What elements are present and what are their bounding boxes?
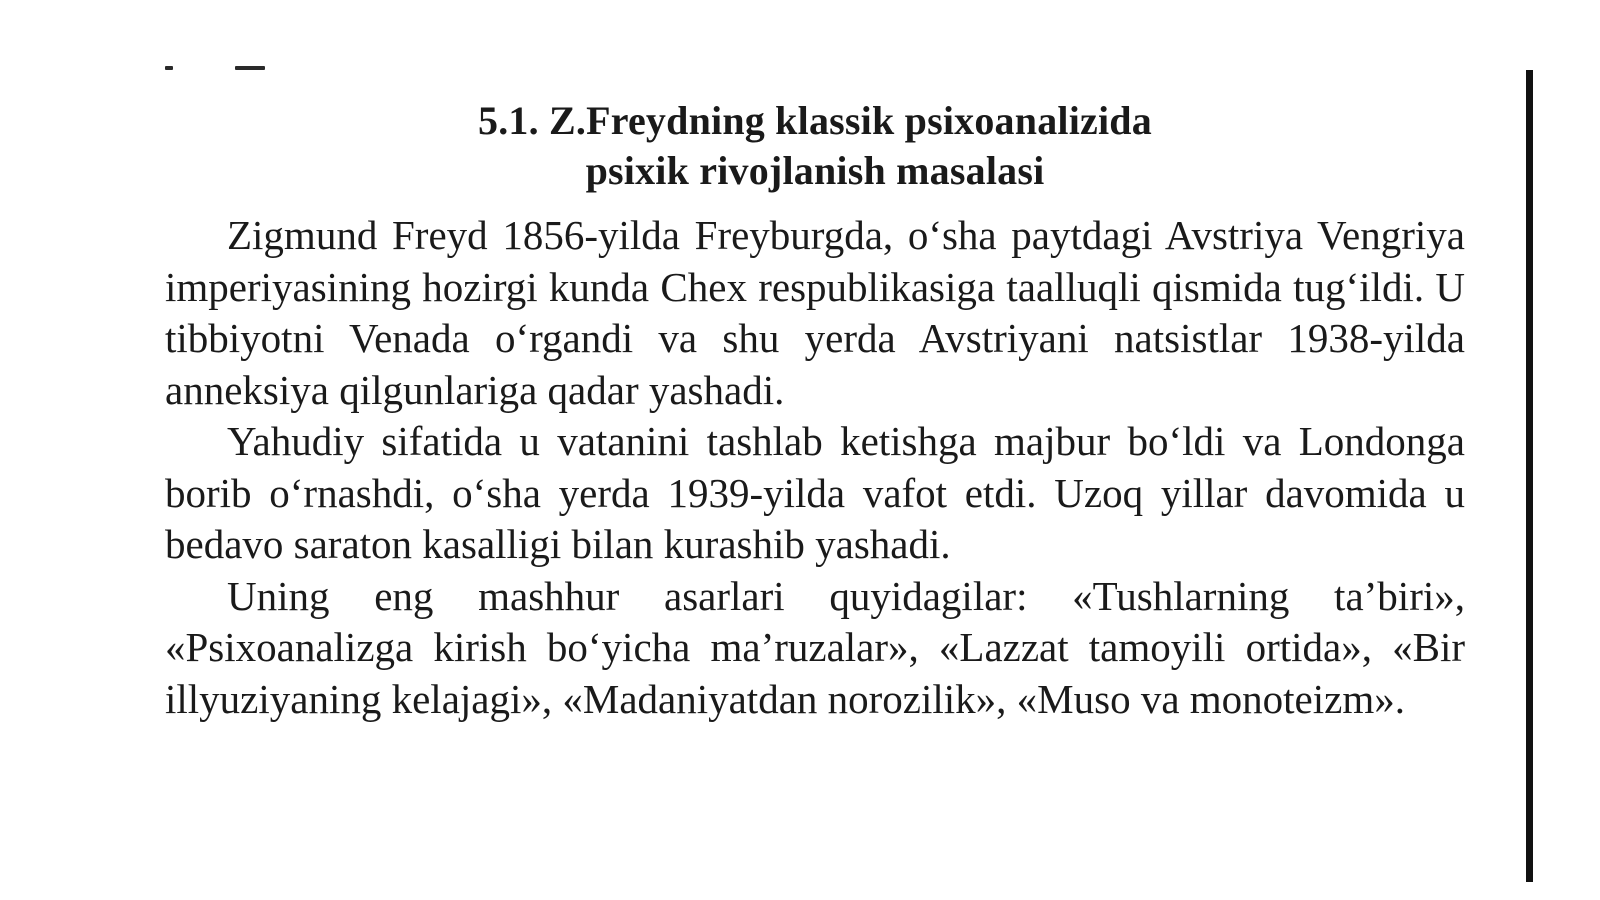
- section-heading-line-2: psixik rivojlanish masalasi: [585, 148, 1045, 193]
- scan-artifact: [165, 60, 275, 74]
- section-heading-line-1: 5.1. Z.Freydning klassik psixoanalizida: [478, 98, 1152, 143]
- document-page: [165, 96, 1465, 725]
- page-edge-rule: [1526, 70, 1533, 882]
- section-heading: [165, 96, 1465, 196]
- paragraph-2: Yahudiy sifatida u vatanini tashlab ketishga majbur bo‘ldi va Londonga borib o‘rnashdi, o‘sha yerda 1939-yilda vafot etdi. Uzoq yillar davomida u bedavo saraton kasalligi bilan kurashib yashadi.: [165, 418, 1465, 567]
- paragraph-3: Uning eng mashhur asarlari quyidagilar: «Tushlarning ta’biri», «Psixoanalizga kirish bo‘yicha ma’ruzalar», «Lazzat tamoyili ortida», «Bir illyuziyaning kelajagi», «Madaniyatdan norozilik», «Muso va monoteizm».: [165, 572, 1465, 722]
- paragraph-1: Zigmund Freyd 1856-yilda Freyburgda, o‘sha paytdagi Avstriya Vengriya imperiyasining hozirgi kunda Chex respublikasiga taalluqli qismida tug‘ildi. U tibbiyotni Venada o‘rgandi va shu yerda Avstriyani natsistlar 1938-yilda anneksiya qilgunlariga qadar yashadi.: [165, 212, 1465, 413]
